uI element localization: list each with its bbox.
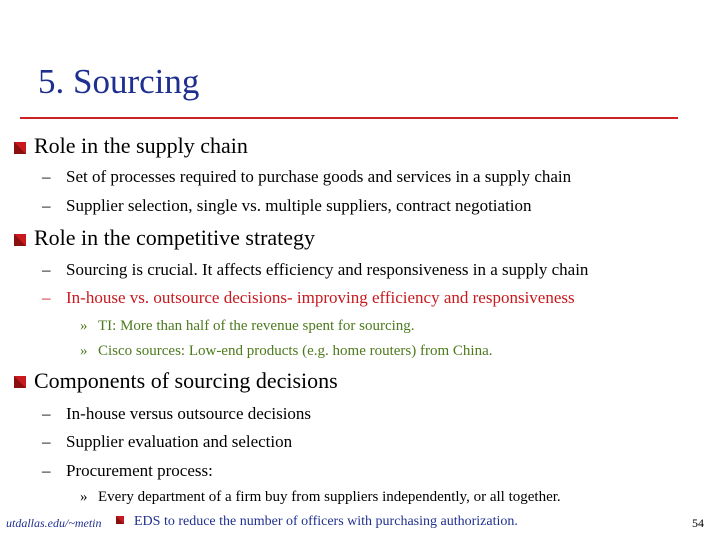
diamond-bullet-icon (116, 516, 124, 524)
diamond-bullet-icon (14, 234, 26, 246)
footer-url: utdallas.edu/~metin (6, 516, 102, 530)
section-heading: Role in the competitive strategy (34, 225, 316, 250)
list-item: In-house versus outsource decisions (66, 404, 312, 423)
list-item: Sourcing is crucial. It affects efficiency and responsiveness in a supply chain (66, 260, 589, 279)
dash-marker: – (42, 432, 51, 451)
list-item: Procurement process: (66, 461, 213, 480)
list-subsubitem: EDS to reduce the number of officers with purchasing authorization. (134, 514, 518, 529)
chevron-marker: » (80, 489, 88, 505)
chevron-marker: » (80, 343, 88, 359)
section-heading: Components of sourcing decisions (34, 368, 338, 393)
section-heading: Role in the supply chain (34, 133, 248, 158)
list-subitem: Cisco sources: Low-end products (e.g. home routers) from China. (98, 343, 493, 359)
dash-marker: – (42, 288, 51, 307)
slide-title: 5. Sourcing (38, 62, 200, 101)
page-number: 54 (692, 516, 704, 530)
dash-marker: – (42, 167, 51, 186)
list-item: Set of processes required to purchase goods and services in a supply chain (66, 167, 572, 186)
list-item: Supplier selection, single vs. multiple suppliers, contract negotiation (66, 196, 532, 215)
list-item: Supplier evaluation and selection (66, 432, 293, 451)
dash-marker: – (42, 196, 51, 215)
title-divider (20, 117, 678, 119)
diamond-bullet-icon (14, 142, 26, 154)
dash-marker: – (42, 404, 51, 423)
diamond-bullet-icon (14, 376, 26, 388)
list-item: In-house vs. outsource decisions- improving efficiency and responsiveness (66, 288, 575, 307)
dash-marker: – (42, 461, 51, 480)
list-subitem: Every department of a firm buy from suppliers independently, or all together. (98, 489, 561, 505)
chevron-marker: » (80, 318, 88, 334)
dash-marker: – (42, 260, 51, 279)
list-subitem: TI: More than half of the revenue spent for sourcing. (98, 318, 415, 334)
